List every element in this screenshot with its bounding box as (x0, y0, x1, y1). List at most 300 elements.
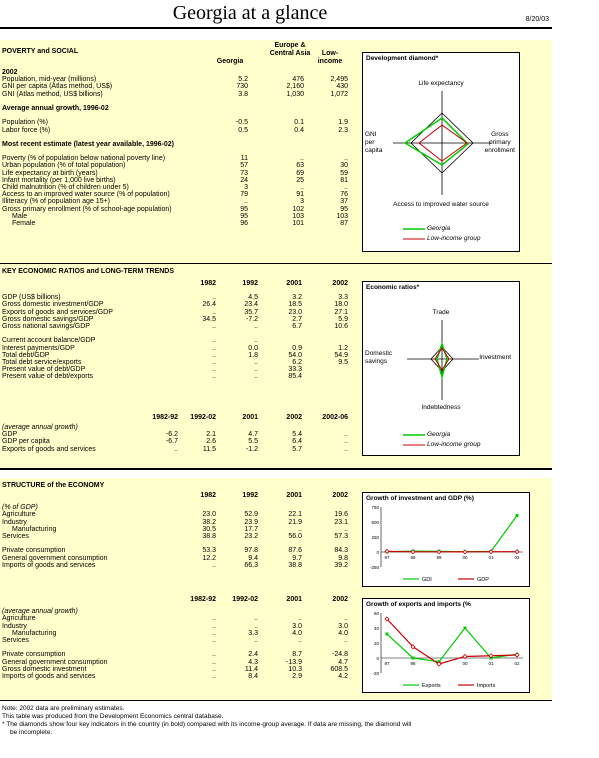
cell-value: 1.2 (338, 344, 348, 352)
cell-value: 0.5 (238, 126, 248, 134)
row-label: General government consumption (2, 554, 108, 562)
table-row (2, 316, 358, 323)
cell-value: 35.7 (244, 308, 258, 316)
col-header-georgia: Georgia (216, 58, 244, 65)
cell-value: .. (174, 445, 178, 453)
table-row (2, 526, 358, 533)
table-row (2, 601, 358, 608)
exports-imports-chart (363, 599, 531, 694)
table-row (2, 184, 358, 191)
data-point (515, 550, 519, 554)
row-label: Access to an improved water source (% of population) (2, 191, 170, 199)
cell-value: 27.1 (334, 308, 348, 316)
cell-value: 4.3 (248, 658, 258, 666)
y-tick-label: 0 (376, 656, 379, 661)
cell-value: .. (212, 561, 216, 569)
column-header: 1992-02 (190, 414, 216, 421)
cell-value: 4.5 (248, 294, 258, 302)
cell-value: .. (254, 373, 258, 381)
series-line-gdp (387, 551, 517, 552)
table-row (2, 540, 358, 547)
cell-value: 59 (340, 169, 348, 177)
title-rule (0, 27, 552, 29)
row-label: Present value of debt/exports (2, 373, 94, 381)
column-header: 2002-06 (322, 414, 348, 421)
cell-value: 23.1 (334, 518, 348, 526)
row-label: Private consumption (2, 651, 66, 659)
row-label: GNI per capita (Atlas method, US$) (2, 83, 113, 91)
table-row (2, 330, 358, 337)
x-tick-label: 97 (384, 661, 390, 666)
column-header: 1992-02 (232, 596, 258, 603)
cell-value: -24.8 (332, 651, 348, 659)
table-row (2, 191, 358, 198)
column-header: 2001 (286, 492, 302, 499)
cell-value: 3.2 (292, 294, 302, 302)
development-diamond-chart (363, 53, 521, 253)
cell-value: 38.8 (202, 532, 216, 540)
y-tick-label: -250 (369, 565, 379, 570)
cell-value: 19.6 (334, 511, 348, 519)
row-label: Poverty (% of population below national poverty line) (2, 155, 166, 163)
cell-value: .. (300, 184, 304, 191)
cell-value: 3 (300, 198, 304, 206)
row-label: Present value of debt/GDP (2, 366, 86, 374)
chart-title: Growth of exports and imports (% (366, 601, 471, 608)
column-header: 2002 (332, 596, 348, 603)
y-tick-label: 250 (371, 535, 379, 540)
cell-value: 12.2 (202, 554, 216, 562)
cell-value: 102 (292, 205, 304, 213)
note-line: This table was produced from the Development Economics central database. (2, 713, 224, 720)
table-row (2, 309, 358, 316)
table-row (2, 134, 358, 141)
data-point (516, 514, 519, 517)
table-row (2, 76, 358, 83)
table-row (2, 294, 358, 301)
table-row (2, 615, 358, 622)
cell-value: 23.4 (244, 301, 258, 309)
column-header: 1992 (242, 492, 258, 499)
table-row (2, 547, 358, 554)
row-label: Population (%) (2, 119, 48, 127)
cell-value: 1.8 (248, 351, 258, 359)
cell-value: 1,030 (286, 90, 304, 98)
cell-value: .. (298, 525, 302, 533)
x-tick-label: 02 (514, 555, 520, 560)
ratios-label-left: Domestic savings (365, 350, 393, 365)
cell-value: .. (254, 337, 258, 345)
table-row (2, 220, 358, 227)
cell-value: 97.8 (244, 547, 258, 555)
cell-value: .. (298, 636, 302, 644)
row-label: Infant mortality (per 1,000 live births) (2, 176, 116, 184)
header-row (2, 414, 358, 421)
cell-value: 5.5 (248, 438, 258, 446)
cell-value: 54.0 (288, 351, 302, 359)
table-row (2, 637, 358, 644)
col-header-low-income: Low-income (317, 50, 343, 65)
column-header: 1982-92 (152, 414, 178, 421)
table-row (2, 519, 358, 526)
cell-value: 57.3 (334, 532, 348, 540)
cell-value: 6.7 (292, 322, 302, 330)
cell-value: 23.2 (244, 532, 258, 540)
structure-table (2, 497, 358, 569)
cell-value: 73 (240, 169, 248, 177)
cell-value: .. (212, 351, 216, 359)
cell-value: .. (300, 155, 304, 163)
row-label: Female (12, 219, 36, 227)
ratios-label-top: Trade (432, 309, 450, 316)
cell-value: .. (344, 525, 348, 533)
y-tick-label: 750 (371, 505, 379, 510)
column-header: 1982-92 (190, 596, 216, 603)
table-row (2, 359, 358, 366)
cell-value: 23.0 (288, 308, 302, 316)
cell-value: 63 (296, 162, 304, 170)
row-label: Agriculture (2, 615, 36, 623)
cell-value: 56.0 (288, 532, 302, 540)
row-label: Most recent estimate (latest year available, 1996-02) (2, 140, 174, 148)
cell-value: 101 (292, 219, 304, 227)
cell-value: 18.5 (288, 301, 302, 309)
cell-value: -7.2 (245, 315, 258, 323)
x-tick-label: 97 (384, 555, 390, 560)
cell-value: 0.1 (294, 119, 304, 127)
cell-value: .. (212, 665, 216, 673)
cell-value: 9.8 (338, 554, 348, 562)
cell-value: .. (212, 658, 216, 666)
cell-value: 21.9 (288, 518, 302, 526)
page-date: 8/20/03 (525, 16, 549, 23)
column-header: 1982 (200, 280, 216, 287)
economic-ratios-title: Economic ratios* (366, 284, 420, 291)
cell-value: 4.0 (338, 629, 348, 637)
development-diamond-panel (362, 52, 520, 252)
table-row (2, 497, 358, 504)
cell-value: -0.5 (235, 119, 248, 127)
cell-value: 38.8 (288, 561, 302, 569)
diamond-label-bottom: Access to improved water source (393, 201, 489, 208)
table-row (2, 148, 358, 155)
ratios-label-bottom: Indebtedness (421, 404, 461, 411)
cell-value: 87.6 (288, 547, 302, 555)
cell-value: 52.9 (244, 511, 258, 519)
cell-value: 69 (296, 169, 304, 177)
cell-value: 3.0 (292, 622, 302, 630)
table-row (2, 213, 358, 220)
poverty-table (2, 69, 358, 227)
cell-value: -6.2 (165, 431, 178, 439)
cell-value: 730 (236, 83, 248, 91)
cell-value: .. (212, 672, 216, 680)
series-line-exports (387, 628, 517, 662)
table-row (2, 69, 358, 76)
cell-value: .. (344, 184, 348, 191)
cell-value: .. (212, 629, 216, 637)
diamond-label-top: Life expectancy (418, 80, 464, 87)
ratios-label-right: Investment (479, 354, 511, 361)
cell-value: .. (212, 308, 216, 316)
x-tick-label: 98 (410, 555, 416, 560)
data-point (464, 627, 467, 630)
table-row (2, 112, 358, 119)
legend-low-income: Low-income group (427, 441, 481, 448)
table-row (2, 555, 358, 562)
row-label: Manufacturing (12, 525, 57, 533)
table-row (2, 162, 358, 169)
cell-value: 96 (240, 219, 248, 227)
cell-value: .. (212, 373, 216, 381)
row-label: Child malnutrition (% of children under 5) (2, 184, 129, 191)
cell-value: 54.9 (334, 351, 348, 359)
cell-value: 95 (240, 205, 248, 213)
row-label: 2002 (2, 69, 18, 76)
economic-ratios-panel (362, 281, 520, 456)
section-divider (0, 700, 552, 701)
chart-title: Growth of investment and GDP (%) (366, 495, 474, 502)
ratios-heading: KEY ECONOMIC RATIOS and LONG-TERM TRENDS (2, 268, 175, 275)
cell-value: .. (344, 155, 348, 163)
cell-value: 4.7 (338, 658, 348, 666)
cell-value: 34.5 (202, 315, 216, 323)
cell-value: 9.5 (338, 358, 348, 366)
table-row (2, 630, 358, 637)
cell-value: 2,160 (286, 83, 304, 91)
cell-value: 6.2 (292, 358, 302, 366)
cell-value: 37 (340, 198, 348, 206)
cell-value: 38.2 (202, 518, 216, 526)
x-tick-label: 00 (462, 555, 468, 560)
row-label: GDP (US$ billions) (2, 294, 61, 302)
row-label: Gross national savings/GDP (2, 322, 90, 330)
x-tick-label: 01 (488, 555, 494, 560)
table-row (2, 105, 358, 112)
row-label: Interest payments/GDP (2, 344, 75, 352)
cell-value: .. (344, 636, 348, 644)
cell-value: 81 (340, 176, 348, 184)
development-diamond-title: Development diamond* (366, 55, 439, 62)
cell-value: 3.3 (248, 629, 258, 637)
cell-value: -1.2 (245, 445, 258, 453)
table-row (2, 373, 358, 380)
note-line: * The diamonds show four key indicators in the country (in bold) compared with its income-group average. If data are missing, the diamond will (2, 721, 412, 728)
ratios-growth-headers (2, 414, 358, 421)
cell-value: 103 (336, 212, 348, 220)
row-label: Agriculture (2, 511, 36, 519)
cell-value: 3.3 (338, 294, 348, 302)
cell-value: .. (254, 615, 258, 623)
row-label: Total debt service/exports (2, 358, 82, 366)
table-row (2, 337, 358, 344)
cell-value: 0.9 (292, 344, 302, 352)
row-label: Imports of goods and services (2, 672, 96, 680)
cell-value: 87 (340, 219, 348, 227)
col-header-eca: Europe & Central Asia (269, 42, 311, 57)
cell-value: .. (212, 622, 216, 630)
note-line: be incomplete. (10, 729, 53, 736)
x-tick-label: 99 (436, 555, 442, 560)
cell-value: 2.3 (338, 126, 348, 134)
cell-value: .. (212, 615, 216, 623)
cell-value: 95 (240, 212, 248, 220)
cell-value: 608.5 (330, 665, 348, 673)
cell-value: 1.9 (338, 119, 348, 127)
row-label: Total debt/GDP (2, 351, 50, 359)
note-line: Note: 2002 data are preliminary estimates. (2, 705, 125, 712)
cell-value: 103 (292, 212, 304, 220)
table-row (2, 504, 358, 511)
cell-value: .. (254, 358, 258, 366)
legend-georgia: Georgia (427, 431, 451, 438)
cell-value: 8.7 (292, 651, 302, 659)
cell-value: .. (344, 438, 348, 446)
section-divider (0, 263, 552, 264)
y-tick-label: 60 (373, 611, 379, 616)
structure-heading: STRUCTURE of the ECONOMY (2, 482, 105, 489)
cell-value: .. (212, 358, 216, 366)
table-row (2, 323, 358, 330)
table-row (2, 170, 358, 177)
cell-value: 2.7 (292, 315, 302, 323)
table-row (2, 623, 358, 630)
row-label: Male (12, 212, 28, 220)
cell-value: 11.4 (244, 665, 258, 673)
table-row (2, 438, 358, 445)
cell-value: 85.4 (288, 373, 302, 381)
cell-value: 2.6 (206, 438, 216, 446)
diamond-label-left: GNI per capita (365, 131, 383, 154)
poverty-heading: POVERTY and SOCIAL (2, 48, 79, 55)
table-row (2, 345, 358, 352)
cell-value: .. (254, 322, 258, 330)
row-label: GDP per capita (2, 438, 50, 446)
row-label: Imports of goods and services (2, 561, 96, 569)
cell-value: 30.5 (202, 525, 216, 533)
row-label: Current account balance/GDP (2, 337, 96, 345)
data-point (386, 633, 389, 636)
cell-value: 9.7 (292, 554, 302, 562)
page-title: Georgia at a glance (172, 2, 328, 24)
row-label: Gross primary enrollment (% of school-age population) (2, 205, 172, 213)
cell-value: 26.4 (202, 301, 216, 309)
cell-value: 4.7 (248, 431, 258, 439)
y-tick-label: 20 (373, 641, 379, 646)
row-label: Private consumption (2, 547, 66, 555)
cell-value: 84.3 (334, 547, 348, 555)
table-row (2, 177, 358, 184)
row-label: General government consumption (2, 658, 108, 666)
table-row (2, 446, 358, 453)
cell-value: .. (298, 615, 302, 623)
cell-value: .. (212, 344, 216, 352)
cell-value: 8.4 (248, 672, 258, 680)
row-label: Gross domestic investment/GDP (2, 301, 104, 309)
cell-value: 5.9 (338, 315, 348, 323)
row-label: Exports of goods and services/GDP (2, 308, 113, 316)
column-header: 2001 (242, 414, 258, 421)
column-header: 2001 (286, 596, 302, 603)
table-row (2, 511, 358, 518)
legend-label: Exports (422, 683, 441, 689)
x-tick-label: 01 (488, 661, 494, 666)
cell-value: .. (344, 445, 348, 453)
cell-value: .. (344, 615, 348, 623)
cell-value: 11.5 (202, 445, 216, 453)
cell-value: 0.0 (248, 344, 258, 352)
table-row (2, 287, 358, 294)
table-row (2, 198, 358, 205)
y-tick-label: 0 (376, 550, 379, 555)
table-row (2, 562, 358, 569)
diamond-label-right: Gross primary enrollment (484, 131, 515, 154)
cell-value: 0.4 (294, 126, 304, 134)
row-label: GNI (Atlas method, US$ billions) (2, 90, 103, 98)
table-row (2, 141, 358, 148)
cell-value: 11 (240, 155, 248, 163)
cell-value: 3.8 (238, 90, 248, 98)
legend-label: GDP (477, 577, 489, 583)
cell-value: 53.3 (202, 547, 216, 555)
cell-value: 33.3 (288, 366, 302, 374)
data-point (412, 657, 415, 660)
table-row (2, 424, 358, 431)
cell-value: 5.7 (292, 445, 302, 453)
row-label: GDP (2, 431, 18, 439)
table-row (2, 127, 358, 134)
legend-low-income: Low-income group (427, 235, 481, 242)
table-row (2, 431, 358, 438)
table-row (2, 119, 358, 126)
cell-value: 2,495 (330, 76, 348, 84)
cell-value: 2.4 (248, 651, 258, 659)
investment-gdp-chart-panel (362, 492, 530, 587)
column-header: 2002 (286, 414, 302, 421)
ratios-growth-table (2, 424, 358, 453)
cell-value: 430 (336, 83, 348, 91)
table-row (2, 644, 358, 651)
column-header: 1982 (200, 492, 216, 499)
cell-value: 79 (240, 191, 248, 199)
row-label: Gross domestic savings/GDP (2, 315, 94, 323)
table-row (2, 91, 358, 98)
footnotes (2, 705, 552, 737)
row-label: Manufacturing (12, 629, 57, 637)
table-row (2, 659, 358, 666)
cell-value: 2.9 (292, 672, 302, 680)
cell-value: 5.2 (238, 76, 248, 84)
row-label: (average annual growth) (2, 608, 78, 616)
x-tick-label: 00 (462, 661, 468, 666)
row-label: Industry (2, 518, 27, 526)
cell-value: 91 (296, 191, 304, 199)
table-row (2, 673, 358, 680)
structure-growth-table (2, 601, 358, 680)
exports-imports-chart-panel (362, 598, 530, 693)
row-label: (average annual growth) (2, 424, 78, 431)
y-tick-label: 40 (373, 626, 379, 631)
table-row (2, 366, 358, 373)
cell-value: .. (212, 636, 216, 644)
cell-value: 23.9 (244, 518, 258, 526)
table-row (2, 608, 358, 615)
cell-value: 17.7 (244, 525, 258, 533)
investment-gdp-chart (363, 493, 531, 588)
table-row (2, 533, 358, 540)
cell-value: 10.6 (334, 322, 348, 330)
cell-value: 3.0 (338, 622, 348, 630)
